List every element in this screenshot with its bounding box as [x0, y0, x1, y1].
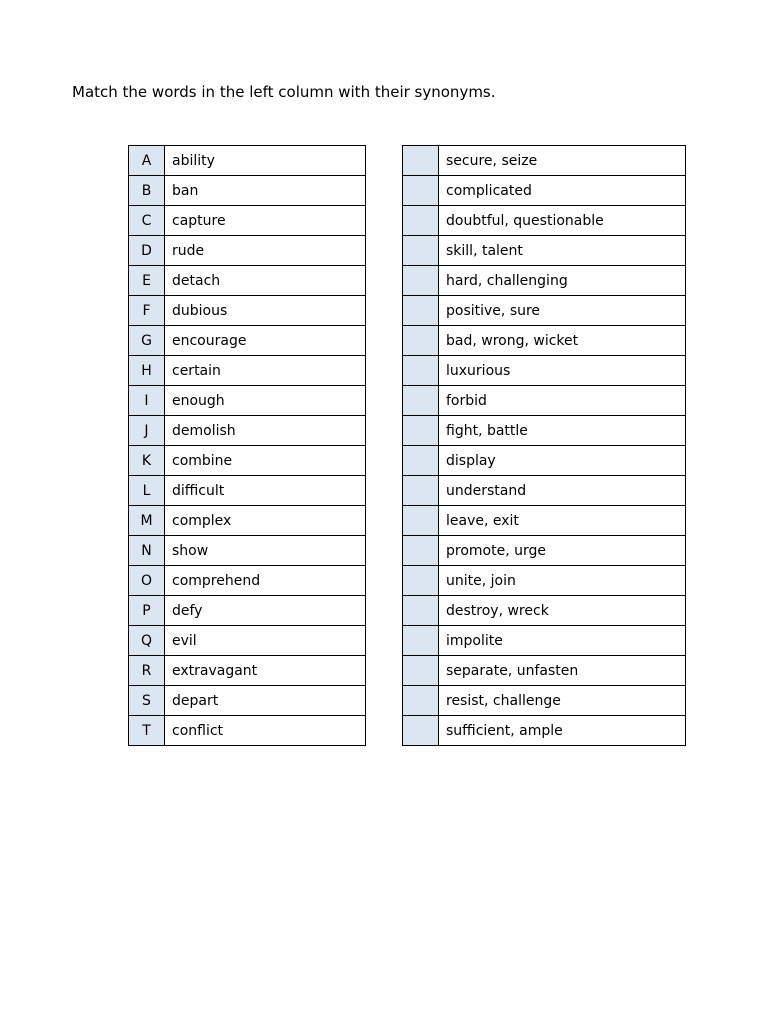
word-cell: capture — [165, 206, 366, 236]
synonym-cell: separate, unfasten — [439, 656, 686, 686]
synonym-row — [403, 446, 686, 476]
word-cell: demolish — [165, 416, 366, 446]
answer-blank-cell[interactable] — [403, 236, 439, 266]
word-letter: O — [129, 566, 165, 596]
answer-blank-cell[interactable] — [403, 386, 439, 416]
word-letter: R — [129, 656, 165, 686]
synonym-row — [403, 386, 686, 416]
synonym-cell: impolite — [439, 626, 686, 656]
word-letter: T — [129, 716, 165, 746]
synonym-cell: forbid — [439, 386, 686, 416]
synonym-row — [403, 716, 686, 746]
synonyms-table-body — [403, 146, 686, 746]
word-letter: P — [129, 596, 165, 626]
word-letter: E — [129, 266, 165, 296]
answer-blank-cell[interactable] — [403, 506, 439, 536]
word-row — [129, 266, 366, 296]
word-cell: show — [165, 536, 366, 566]
synonym-row — [403, 356, 686, 386]
synonym-cell: complicated — [439, 176, 686, 206]
synonym-cell: fight, battle — [439, 416, 686, 446]
answer-blank-cell[interactable] — [403, 566, 439, 596]
word-cell: depart — [165, 686, 366, 716]
word-row — [129, 596, 366, 626]
answer-blank-cell[interactable] — [403, 476, 439, 506]
synonym-row — [403, 236, 686, 266]
synonym-cell: doubtful, questionable — [439, 206, 686, 236]
word-row — [129, 176, 366, 206]
word-letter: G — [129, 326, 165, 356]
synonym-row — [403, 296, 686, 326]
answer-blank-cell[interactable] — [403, 716, 439, 746]
word-cell: evil — [165, 626, 366, 656]
answer-blank-cell[interactable] — [403, 176, 439, 206]
word-cell: enough — [165, 386, 366, 416]
word-letter: N — [129, 536, 165, 566]
word-cell: ability — [165, 146, 366, 176]
synonym-row — [403, 206, 686, 236]
synonym-cell: positive, sure — [439, 296, 686, 326]
words-table — [128, 145, 366, 746]
word-cell: detach — [165, 266, 366, 296]
word-row — [129, 716, 366, 746]
synonym-cell: resist, challenge — [439, 686, 686, 716]
synonym-row — [403, 686, 686, 716]
answer-blank-cell[interactable] — [403, 326, 439, 356]
word-letter: D — [129, 236, 165, 266]
words-table-body — [129, 146, 366, 746]
word-cell: difficult — [165, 476, 366, 506]
word-letter: H — [129, 356, 165, 386]
answer-blank-cell[interactable] — [403, 416, 439, 446]
synonym-row — [403, 176, 686, 206]
word-letter: B — [129, 176, 165, 206]
synonym-row — [403, 146, 686, 176]
word-cell: combine — [165, 446, 366, 476]
synonym-row — [403, 416, 686, 446]
synonym-cell: hard, challenging — [439, 266, 686, 296]
word-letter: K — [129, 446, 165, 476]
synonym-cell: secure, seize — [439, 146, 686, 176]
synonym-row — [403, 326, 686, 356]
synonym-row — [403, 656, 686, 686]
synonym-row — [403, 536, 686, 566]
word-letter: C — [129, 206, 165, 236]
synonym-row — [403, 266, 686, 296]
answer-blank-cell[interactable] — [403, 266, 439, 296]
answer-blank-cell[interactable] — [403, 446, 439, 476]
answer-blank-cell[interactable] — [403, 656, 439, 686]
synonym-cell: understand — [439, 476, 686, 506]
synonym-row — [403, 476, 686, 506]
word-row — [129, 386, 366, 416]
word-cell: encourage — [165, 326, 366, 356]
synonyms-table — [402, 145, 686, 746]
synonym-row — [403, 626, 686, 656]
word-row — [129, 296, 366, 326]
synonym-cell: leave, exit — [439, 506, 686, 536]
word-letter: S — [129, 686, 165, 716]
word-cell: defy — [165, 596, 366, 626]
word-cell: dubious — [165, 296, 366, 326]
word-row — [129, 626, 366, 656]
word-cell: ban — [165, 176, 366, 206]
word-cell: complex — [165, 506, 366, 536]
word-row — [129, 146, 366, 176]
synonym-row — [403, 596, 686, 626]
word-cell: rude — [165, 236, 366, 266]
synonym-cell: sufficient, ample — [439, 716, 686, 746]
word-row — [129, 326, 366, 356]
instruction-text: Match the words in the left column with their synonyms. — [72, 83, 496, 101]
word-row — [129, 536, 366, 566]
word-row — [129, 416, 366, 446]
word-letter: I — [129, 386, 165, 416]
word-letter: L — [129, 476, 165, 506]
word-row — [129, 506, 366, 536]
word-row — [129, 356, 366, 386]
answer-blank-cell[interactable] — [403, 356, 439, 386]
synonym-cell: bad, wrong, wicket — [439, 326, 686, 356]
answer-blank-cell[interactable] — [403, 146, 439, 176]
answer-blank-cell[interactable] — [403, 686, 439, 716]
word-row — [129, 686, 366, 716]
synonym-cell: skill, talent — [439, 236, 686, 266]
word-cell: certain — [165, 356, 366, 386]
synonym-cell: display — [439, 446, 686, 476]
synonym-cell: unite, join — [439, 566, 686, 596]
answer-blank-cell[interactable] — [403, 596, 439, 626]
answer-blank-cell[interactable] — [403, 536, 439, 566]
word-row — [129, 656, 366, 686]
word-cell: comprehend — [165, 566, 366, 596]
word-row — [129, 446, 366, 476]
word-row — [129, 236, 366, 266]
answer-blank-cell[interactable] — [403, 206, 439, 236]
word-row — [129, 476, 366, 506]
word-letter: F — [129, 296, 165, 326]
word-row — [129, 566, 366, 596]
word-row — [129, 206, 366, 236]
synonym-cell: luxurious — [439, 356, 686, 386]
synonym-cell: destroy, wreck — [439, 596, 686, 626]
word-cell: conflict — [165, 716, 366, 746]
word-letter: A — [129, 146, 165, 176]
word-letter: M — [129, 506, 165, 536]
synonym-cell: promote, urge — [439, 536, 686, 566]
synonym-row — [403, 506, 686, 536]
word-cell: extravagant — [165, 656, 366, 686]
word-letter: J — [129, 416, 165, 446]
answer-blank-cell[interactable] — [403, 626, 439, 656]
answer-blank-cell[interactable] — [403, 296, 439, 326]
synonym-row — [403, 566, 686, 596]
word-letter: Q — [129, 626, 165, 656]
